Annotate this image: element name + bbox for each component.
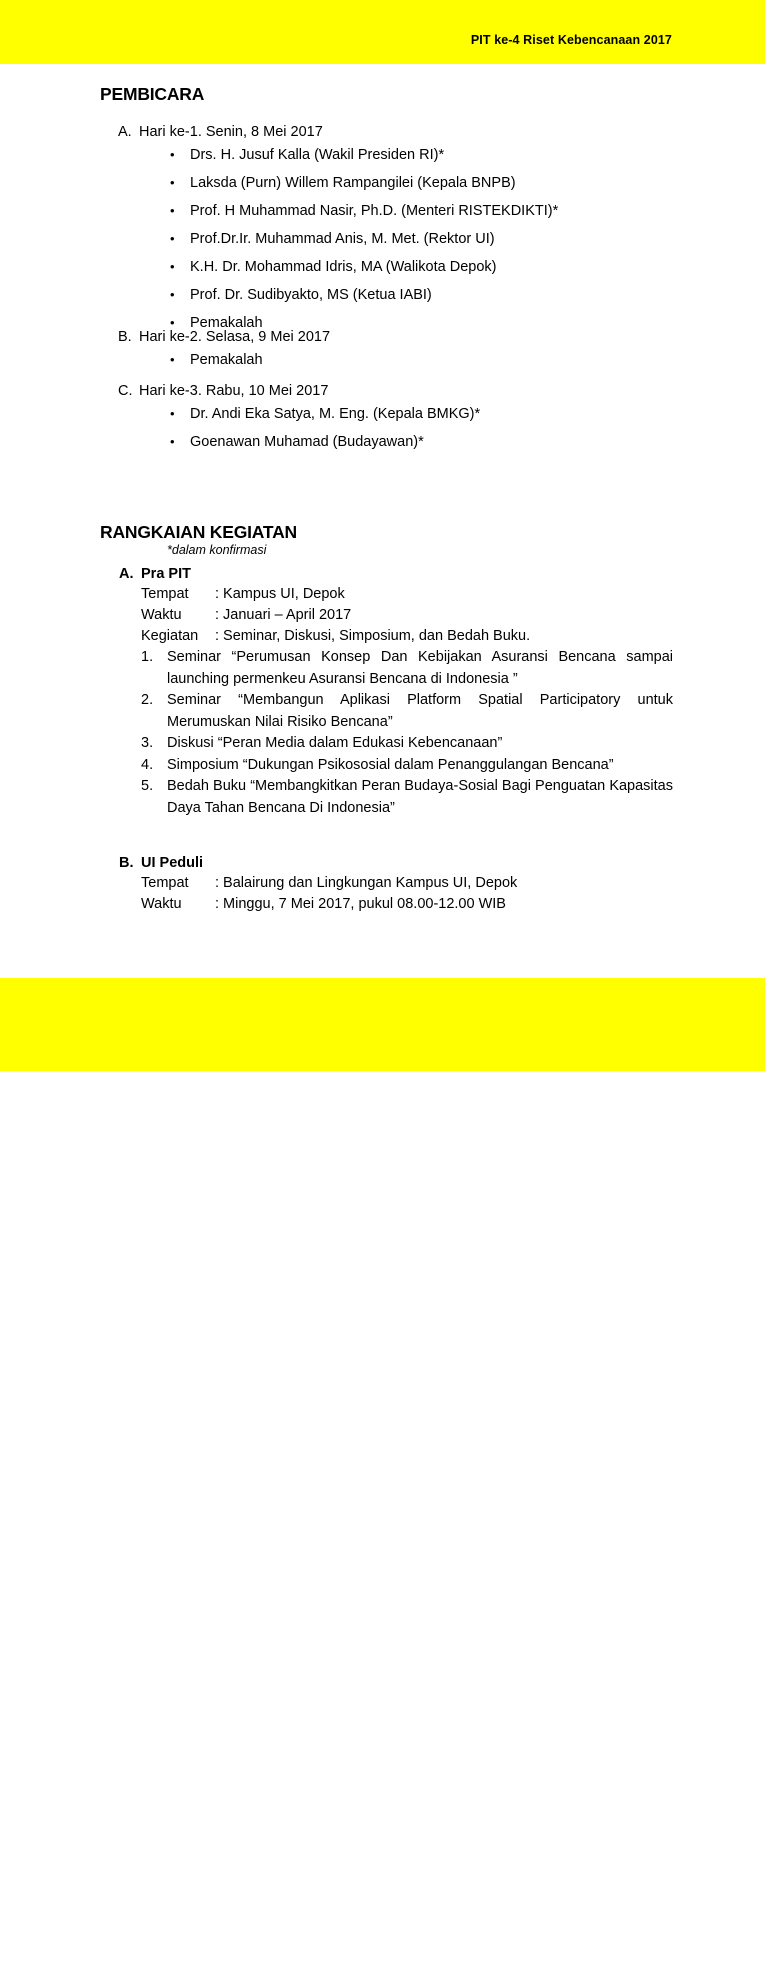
list-marker: 1. bbox=[141, 649, 154, 665]
speaker-name: Prof.Dr.Ir. Muhammad Anis, M. Met. (Rektor UI) bbox=[190, 231, 495, 247]
day-label-text-c: Hari ke-3. Rabu, 10 Mei 2017 bbox=[139, 383, 329, 399]
bullet-icon: • bbox=[170, 231, 175, 246]
list-item bbox=[141, 690, 673, 733]
activity-numbered-list bbox=[119, 647, 673, 819]
field-value: : Balairung dan Lingkungan Kampus UI, Depok bbox=[215, 875, 518, 891]
list-marker-a: A. bbox=[119, 566, 134, 582]
list-marker: 3. bbox=[141, 735, 154, 751]
list-marker-a: A. bbox=[118, 124, 132, 140]
header-title: PIT ke-4 Riset Kebencanaan 2017 bbox=[470, 33, 672, 47]
confirmation-footnote: *dalam konfirmasi bbox=[167, 543, 267, 557]
speaker-name: K.H. Dr. Mohammad Idris, MA (Walikota Depok) bbox=[190, 259, 497, 275]
list-marker-b: B. bbox=[119, 855, 134, 871]
header-band bbox=[0, 0, 765, 64]
bullet-icon: • bbox=[170, 315, 175, 330]
speaker-name: Drs. H. Jusuf Kalla (Wakil Presiden RI)* bbox=[190, 147, 445, 163]
activity-description: Seminar “Perumusan Konsep Dan Kebijakan Asuransi Bencana sampai launching permenkeu Asuransi Bencana di Indonesia ” bbox=[167, 649, 673, 687]
speaker-name: Laksda (Purn) Willem Rampangilei (Kepala BNPB) bbox=[190, 175, 516, 191]
footer-band bbox=[0, 978, 765, 1985]
list-item bbox=[118, 253, 678, 281]
field-label: Kegiatan bbox=[141, 628, 199, 644]
list-item bbox=[118, 141, 678, 169]
speaker-name: Prof. Dr. Sudibyakto, MS (Ketua IABI) bbox=[190, 287, 432, 303]
day-label-text-a: Hari ke-1. Senin, 8 Mei 2017 bbox=[139, 124, 323, 140]
bullet-icon: • bbox=[170, 434, 175, 449]
day-label-c bbox=[118, 382, 678, 400]
list-item bbox=[118, 281, 678, 309]
bullet-icon: • bbox=[170, 175, 175, 190]
page-title-pembicara: PEMBICARA bbox=[100, 84, 205, 104]
activity-description: Seminar “Membangun Aplikasi Platform Spatial Participatory untuk Merumuskan Nilai Risiko Bencana” bbox=[167, 692, 673, 730]
field-value: : Januari – April 2017 bbox=[215, 607, 352, 623]
field-label: Waktu bbox=[141, 607, 182, 623]
list-item bbox=[118, 400, 678, 428]
list-item bbox=[141, 776, 673, 819]
day-group-c bbox=[118, 382, 678, 456]
activity-description: Diskusi “Peran Media dalam Edukasi Kebencanaan” bbox=[167, 735, 503, 751]
activity-title-text: UI Peduli bbox=[141, 855, 204, 871]
list-item bbox=[118, 197, 678, 225]
list-item bbox=[141, 733, 673, 755]
list-item bbox=[118, 428, 678, 456]
speaker-name: Pemakalah bbox=[190, 352, 263, 368]
day-label-text-b: Hari ke-2. Selasa, 9 Mei 2017 bbox=[139, 329, 331, 345]
bullet-icon: • bbox=[170, 259, 175, 274]
field-value: : Seminar, Diskusi, Simposium, dan Bedah Buku. bbox=[215, 628, 531, 644]
list-item bbox=[118, 225, 678, 253]
activity-block-ui-peduli bbox=[119, 853, 673, 915]
list-item bbox=[118, 346, 678, 374]
speaker-name: Dr. Andi Eka Satya, M. Eng. (Kepala BMKG)* bbox=[190, 406, 481, 422]
list-marker: 5. bbox=[141, 778, 154, 794]
activity-title-text: Pra PIT bbox=[141, 566, 191, 582]
page-number: 4 bbox=[663, 1971, 670, 1985]
activity-block-title-b bbox=[119, 853, 673, 873]
bullet-icon: • bbox=[170, 203, 175, 218]
list-marker: 4. bbox=[141, 756, 154, 773]
field-row-kegiatan bbox=[119, 626, 673, 647]
field-label: Waktu bbox=[141, 896, 182, 912]
activity-description: Bedah Buku “Membangkitkan Peran Budaya-Sosial Bagi Penguatan Kapasitas Daya Tahan Bencana Di Indonesia” bbox=[167, 778, 673, 816]
speaker-name: Goenawan Muhamad (Budayawan)* bbox=[190, 434, 424, 450]
speaker-list-a bbox=[118, 141, 678, 337]
field-row-waktu bbox=[119, 894, 673, 915]
field-value: : Minggu, 7 Mei 2017, pukul 08.00-12.00 WIB bbox=[215, 896, 506, 912]
speaker-list-b bbox=[118, 346, 678, 374]
day-label-a bbox=[118, 123, 678, 141]
activity-description: Simposium “Dukungan Psikososial dalam Penanggulangan Bencana” bbox=[167, 756, 614, 773]
field-row-tempat bbox=[119, 873, 673, 894]
activity-block-pra-pit bbox=[119, 564, 673, 819]
page-title-rangkaian: RANGKAIAN KEGIATAN bbox=[100, 522, 297, 542]
list-item bbox=[141, 755, 673, 777]
field-row-waktu bbox=[119, 605, 673, 626]
list-item bbox=[141, 647, 673, 690]
bullet-icon: • bbox=[170, 147, 175, 162]
bullet-icon: • bbox=[170, 287, 175, 302]
list-marker: 2. bbox=[141, 692, 154, 708]
speaker-name: Pemakalah bbox=[190, 315, 263, 331]
day-label-b bbox=[118, 328, 678, 346]
bullet-icon: • bbox=[170, 352, 175, 367]
field-row-tempat bbox=[119, 584, 673, 605]
day-group-a bbox=[118, 123, 678, 337]
bullet-icon: • bbox=[170, 406, 175, 421]
activity-block-title-a bbox=[119, 564, 673, 584]
list-marker-b: B. bbox=[118, 329, 132, 345]
speaker-name: Prof. H Muhammad Nasir, Ph.D. (Menteri RISTEKDIKTI)* bbox=[190, 203, 559, 219]
field-label: Tempat bbox=[141, 875, 189, 891]
speaker-list-c bbox=[118, 400, 678, 456]
list-marker-c: C. bbox=[118, 383, 133, 399]
day-group-b bbox=[118, 328, 678, 374]
list-item bbox=[118, 169, 678, 197]
field-value: : Kampus UI, Depok bbox=[215, 586, 345, 602]
field-label: Tempat bbox=[141, 586, 189, 602]
